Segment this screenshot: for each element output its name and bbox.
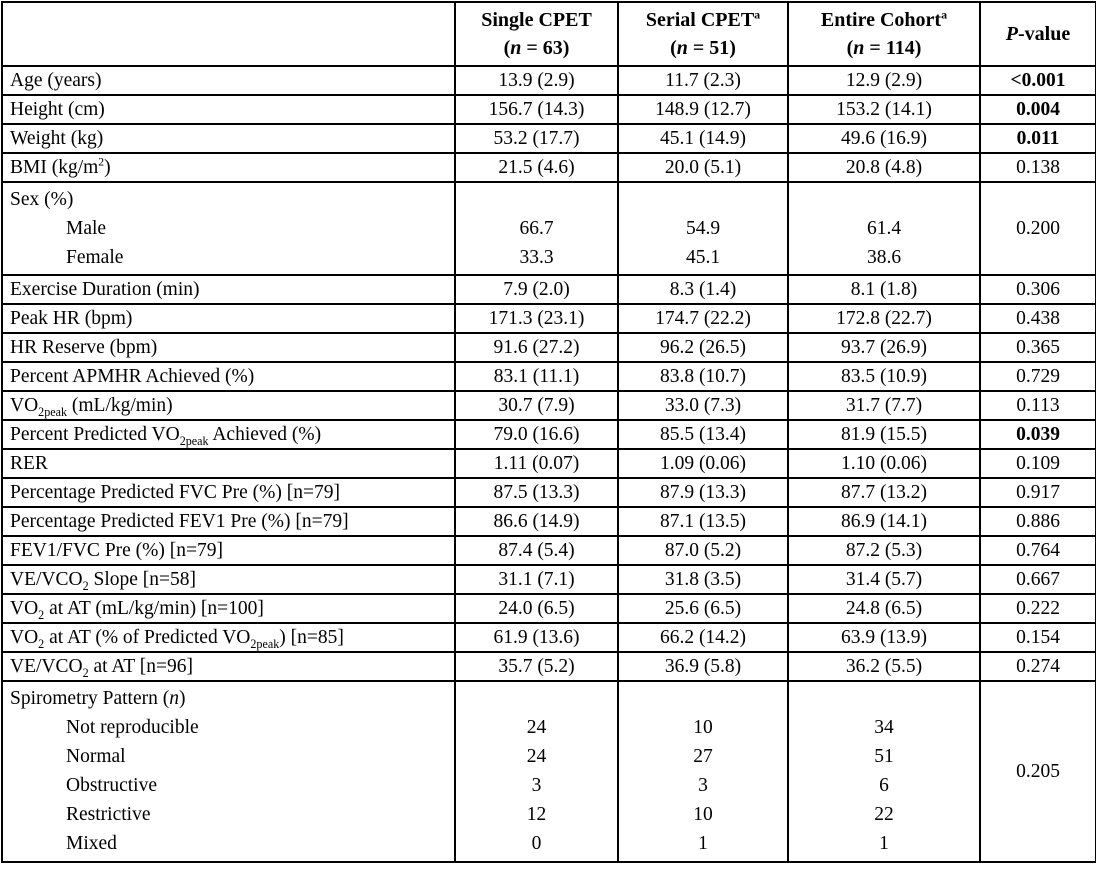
value-cell: 87.2 (5.3) xyxy=(788,536,980,565)
group-label-cell xyxy=(2,182,455,275)
group-value-spacer xyxy=(789,684,979,713)
group-value-spacer xyxy=(619,684,787,713)
group-item-label: Not reproducible xyxy=(66,716,199,738)
value-cell: 24.8 (6.5) xyxy=(788,594,980,623)
group-item-value: 12 xyxy=(526,804,547,826)
value-cell: 93.7 (26.9) xyxy=(788,333,980,362)
value-cell: 87.9 (13.3) xyxy=(618,478,788,507)
value-cell: 31.8 (3.5) xyxy=(618,565,788,594)
table-row xyxy=(2,66,1096,95)
row-label: Age (years) xyxy=(2,66,455,95)
group-value-cell xyxy=(455,182,618,275)
value-cell: 33.0 (7.3) xyxy=(618,391,788,420)
group-item-value: 1 xyxy=(698,833,708,855)
value-cell: 36.2 (5.5) xyxy=(788,652,980,681)
table-row xyxy=(2,333,1096,362)
group-item-value: 38.6 xyxy=(866,246,902,268)
row-label: $VO_{2peak}$ (mL/kg/min) xyxy=(2,391,455,420)
table-row xyxy=(2,478,1096,507)
column-n: (n = 51) xyxy=(670,37,736,59)
pvalue-cell: 0.764 xyxy=(980,536,1096,565)
column-title: P-value xyxy=(1005,23,1071,45)
header-entire-cohort xyxy=(788,2,980,66)
value-cell: 172.8 (22.7) xyxy=(788,304,980,333)
group-item-label: Mixed xyxy=(66,833,117,855)
header-single-cpet xyxy=(455,2,618,66)
value-cell: 61.9 (13.6) xyxy=(455,623,618,652)
value-cell: 83.5 (10.9) xyxy=(788,362,980,391)
pvalue-cell: 0.222 xyxy=(980,594,1096,623)
pvalue-cell: 0.011 xyxy=(980,124,1096,153)
column-n: (n = 63) xyxy=(503,37,570,59)
table-row xyxy=(2,391,1096,420)
value-cell: 87.0 (5.2) xyxy=(618,536,788,565)
row-label: $VE/VCO_2$ at AT [n=96] xyxy=(2,652,455,681)
group-item-value: 3 xyxy=(531,775,542,797)
row-label: $VO_2$ at AT (% of Predicted $VO_{2peak}$) [n=85] xyxy=(2,623,455,652)
value-cell: 83.8 (10.7) xyxy=(618,362,788,391)
group-title: Sex (%) xyxy=(10,188,74,210)
row-label: Percent Predicted $VO_{2peak}$ Achieved (%) xyxy=(2,420,455,449)
pvalue-cell: 0.886 xyxy=(980,507,1096,536)
value-cell: 36.9 (5.8) xyxy=(618,652,788,681)
group-item-value: 24 xyxy=(526,716,547,738)
value-cell: 1.11 (0.07) xyxy=(455,449,618,478)
table-row xyxy=(2,153,1096,182)
group-item-value: 6 xyxy=(879,775,889,797)
value-cell: 87.1 (13.5) xyxy=(618,507,788,536)
value-cell: 20.8 (4.8) xyxy=(788,153,980,182)
value-cell: 63.9 (13.9) xyxy=(788,623,980,652)
value-cell: 174.7 (22.2) xyxy=(618,304,788,333)
cpet-characteristics-table xyxy=(1,1,1096,863)
header-row xyxy=(2,2,1096,66)
group-item-value: 54.9 xyxy=(685,217,721,239)
row-label: Height (cm) xyxy=(2,95,455,124)
group-item-label: Female xyxy=(66,246,124,268)
value-cell: 24.0 (6.5) xyxy=(455,594,618,623)
value-cell: 96.2 (26.5) xyxy=(618,333,788,362)
pvalue-cell: 0.306 xyxy=(980,275,1096,304)
value-cell: 83.1 (11.1) xyxy=(455,362,618,391)
pvalue-cell: 0.113 xyxy=(980,391,1096,420)
row-label: HR Reserve (bpm) xyxy=(2,333,455,362)
value-cell: 8.3 (1.4) xyxy=(618,275,788,304)
value-cell: 12.9 (2.9) xyxy=(788,66,980,95)
row-label: Weight (kg) xyxy=(2,124,455,153)
pvalue-cell: 0.667 xyxy=(980,565,1096,594)
row-label: Percentage Predicted FEV1 Pre (%) [n=79] xyxy=(2,507,455,536)
table-row xyxy=(2,623,1096,652)
group-value-spacer xyxy=(619,185,787,214)
pvalue-cell: 0.274 xyxy=(980,652,1096,681)
group-value-cell xyxy=(455,681,618,862)
value-cell: 86.9 (14.1) xyxy=(788,507,980,536)
table-row xyxy=(2,565,1096,594)
group-value-cell xyxy=(788,681,980,862)
value-cell: 1.09 (0.06) xyxy=(618,449,788,478)
value-cell: 49.6 (16.9) xyxy=(788,124,980,153)
column-title: Serial CPET$^a$ xyxy=(645,7,761,31)
group-item-label: Obstructive xyxy=(66,775,157,797)
pvalue-cell: 0.729 xyxy=(980,362,1096,391)
table-row xyxy=(2,449,1096,478)
table-group-row xyxy=(2,182,1096,275)
table-row xyxy=(2,594,1096,623)
value-cell: 87.5 (13.3) xyxy=(455,478,618,507)
row-label: Peak HR (bpm) xyxy=(2,304,455,333)
group-item-value: 66.7 xyxy=(519,217,554,239)
value-cell: 87.4 (5.4) xyxy=(455,536,618,565)
pvalue-cell: 0.004 xyxy=(980,95,1096,124)
group-item-value: 10 xyxy=(693,716,713,738)
group-item-label: Restrictive xyxy=(66,804,151,826)
header-pvalue xyxy=(980,2,1096,66)
group-value-cell xyxy=(788,182,980,275)
group-item-value: 45.1 xyxy=(685,246,721,268)
value-cell: 11.7 (2.3) xyxy=(618,66,788,95)
value-cell: 31.1 (7.1) xyxy=(455,565,618,594)
value-cell: 7.9 (2.0) xyxy=(455,275,618,304)
pvalue-cell: 0.365 xyxy=(980,333,1096,362)
row-label: Exercise Duration (min) xyxy=(2,275,455,304)
table-group-row xyxy=(2,681,1096,862)
header-serial-cpet xyxy=(618,2,788,66)
header-corner-cell xyxy=(2,2,455,66)
table-row xyxy=(2,362,1096,391)
value-cell: 148.9 (12.7) xyxy=(618,95,788,124)
value-cell: 8.1 (1.8) xyxy=(788,275,980,304)
column-n: (n = 114) xyxy=(846,37,922,59)
group-item-value: 10 xyxy=(693,804,713,826)
group-item-value: 61.4 xyxy=(866,217,902,239)
value-cell: 171.3 (23.1) xyxy=(455,304,618,333)
pvalue-cell: 0.138 xyxy=(980,153,1096,182)
value-cell: 79.0 (16.6) xyxy=(455,420,618,449)
value-cell: 21.5 (4.6) xyxy=(455,153,618,182)
value-cell: 87.7 (13.2) xyxy=(788,478,980,507)
pvalue-cell: <0.001 xyxy=(980,66,1096,95)
group-title: Spirometry Pattern ( n ) xyxy=(10,687,186,709)
group-value-spacer xyxy=(456,185,617,214)
group-item-value: 22 xyxy=(874,804,894,826)
row-label: Percentage Predicted FVC Pre (%) [n=79] xyxy=(2,478,455,507)
value-cell: 91.6 (27.2) xyxy=(455,333,618,362)
group-value-spacer xyxy=(789,185,979,214)
column-title: Single CPET xyxy=(481,9,592,31)
table-row xyxy=(2,275,1096,304)
group-item-value: 27 xyxy=(693,746,713,768)
row-label: Percent APMHR Achieved (%) xyxy=(2,362,455,391)
value-cell: 1.10 (0.06) xyxy=(788,449,980,478)
row-label: $VO_2$ at AT (mL/kg/min) [n=100] xyxy=(2,594,455,623)
table-row xyxy=(2,420,1096,449)
value-cell: 86.6 (14.9) xyxy=(455,507,618,536)
value-cell: 45.1 (14.9) xyxy=(618,124,788,153)
value-cell: 25.6 (6.5) xyxy=(618,594,788,623)
value-cell: 13.9 (2.9) xyxy=(455,66,618,95)
row-label: BMI $(kg/m^2)$ xyxy=(2,153,455,182)
group-item-value: 51 xyxy=(874,746,894,768)
value-cell: 66.2 (14.2) xyxy=(618,623,788,652)
table-body xyxy=(2,66,1096,862)
group-item-value: 3 xyxy=(698,775,708,797)
group-value-cell xyxy=(618,182,788,275)
value-cell: 53.2 (17.7) xyxy=(455,124,618,153)
pvalue-cell: 0.917 xyxy=(980,478,1096,507)
value-cell: 31.4 (5.7) xyxy=(788,565,980,594)
pvalue-cell: 0.109 xyxy=(980,449,1096,478)
group-item-value: 1 xyxy=(879,833,889,855)
value-cell: 85.5 (13.4) xyxy=(618,420,788,449)
value-cell: 20.0 (5.1) xyxy=(618,153,788,182)
value-cell: 30.7 (7.9) xyxy=(455,391,618,420)
group-item-value: 24 xyxy=(526,746,547,768)
table-row xyxy=(2,124,1096,153)
row-label: FEV1/FVC Pre (%) [n=79] xyxy=(2,536,455,565)
group-item-value: 34 xyxy=(874,716,894,738)
group-item-label: Normal xyxy=(66,746,126,768)
value-cell: 156.7 (14.3) xyxy=(455,95,618,124)
pvalue-cell: 0.438 xyxy=(980,304,1096,333)
table-row xyxy=(2,304,1096,333)
pvalue-cell: 0.039 xyxy=(980,420,1096,449)
table-row xyxy=(2,95,1096,124)
group-item-value: 0 xyxy=(531,833,542,855)
pvalue-cell: 0.205 xyxy=(980,681,1096,862)
row-label: $VE/VCO_2$ Slope [n=58] xyxy=(2,565,455,594)
value-cell: 31.7 (7.7) xyxy=(788,391,980,420)
group-item-value: 33.3 xyxy=(519,246,554,268)
group-value-cell xyxy=(618,681,788,862)
value-cell: 81.9 (15.5) xyxy=(788,420,980,449)
value-cell: 35.7 (5.2) xyxy=(455,652,618,681)
group-item-label: Male xyxy=(66,217,107,239)
row-label: RER xyxy=(2,449,455,478)
group-value-spacer xyxy=(456,684,617,713)
table-row xyxy=(2,536,1096,565)
table-row xyxy=(2,652,1096,681)
group-label-cell xyxy=(2,681,455,862)
pvalue-cell: 0.154 xyxy=(980,623,1096,652)
table-row xyxy=(2,507,1096,536)
value-cell: 153.2 (14.1) xyxy=(788,95,980,124)
column-title: Entire Cohort$^a$ xyxy=(820,7,948,31)
pvalue-cell: 0.200 xyxy=(980,182,1096,275)
